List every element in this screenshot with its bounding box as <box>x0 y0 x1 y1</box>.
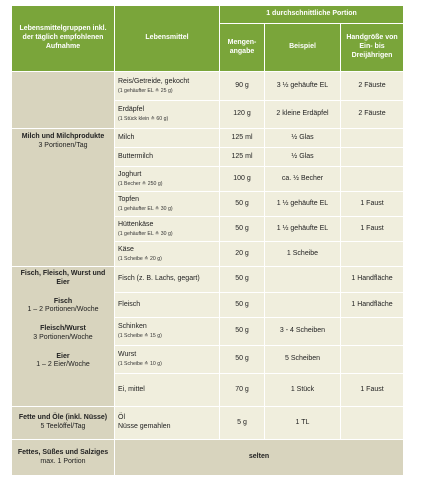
hand-cell: 1 Faust <box>341 192 404 217</box>
example-cell: 1 ½ gehäufte EL <box>265 217 341 242</box>
example-cell: 1 Scheibe <box>265 242 341 267</box>
food-cell <box>115 346 220 374</box>
header-group-col: Lebensmittelgruppen inkl. der täglich empfohlenen Aufnahme <box>12 6 115 72</box>
amount-cell: 50 g <box>220 217 265 242</box>
food-cell <box>115 167 220 192</box>
header-food-col: Lebensmittel <box>115 6 220 72</box>
table-row <box>12 267 404 293</box>
hand-cell <box>341 148 404 167</box>
example-cell: 5 Scheiben <box>265 346 341 374</box>
food-cell <box>115 407 220 440</box>
food-name: Schinken <box>118 323 147 331</box>
food-note: (1 gehäufter EL ≙ 25 g) <box>118 87 173 94</box>
food-cell: Milch <box>115 129 220 148</box>
hand-cell <box>341 129 404 148</box>
table-row <box>12 72 404 101</box>
hand-cell <box>341 167 404 192</box>
sweet-frequency: selten <box>115 440 404 476</box>
amount-cell: 5 g <box>220 407 265 440</box>
header-portion-title: 1 durchschnittliche Portion <box>220 6 404 24</box>
amount-cell: 120 g <box>220 101 265 129</box>
subgroup-egg-desc: 1 – 2 Eier/Woche <box>36 361 90 369</box>
nutrition-table-container <box>11 5 403 476</box>
table-row <box>12 440 404 476</box>
amount-cell: 50 g <box>220 267 265 293</box>
example-cell <box>265 267 341 293</box>
amount-cell: 20 g <box>220 242 265 267</box>
subgroup-fish-desc: 1 – 2 Portionen/Woche <box>27 306 99 314</box>
group-name: Fette und Öle (inkl. Nüsse) <box>18 414 108 422</box>
hand-cell: 2 Fäuste <box>341 101 404 129</box>
amount-cell: 50 g <box>220 192 265 217</box>
food-cell: Fisch (z. B. Lachs, gegart) <box>115 267 220 293</box>
food-name: Wurst <box>118 351 137 359</box>
example-cell: 3 - 4 Scheiben <box>265 318 341 346</box>
group-name: Fisch, Fleisch, Wurst und Eier <box>20 270 106 286</box>
food-name: Öl <box>118 414 125 422</box>
food-cell <box>115 318 220 346</box>
group-name: Milch und Milchprodukte <box>21 133 105 140</box>
hand-cell: 2 Fäuste <box>341 72 404 101</box>
table-row <box>12 129 404 148</box>
table-row <box>12 407 404 440</box>
group-desc: 3 Portionen/Tag <box>38 141 88 149</box>
food-note: (1 Scheibe ≙ 20 g) <box>118 255 162 262</box>
amount-cell: 125 ml <box>220 148 265 167</box>
example-cell: ½ Glas <box>265 148 341 167</box>
amount-cell: 50 g <box>220 318 265 346</box>
subgroup-meat-desc: 3 Portionen/Woche <box>33 333 93 341</box>
food-cell <box>115 242 220 267</box>
header-example-col: Beispiel <box>265 24 341 72</box>
header-hand-col: Handgröße von Ein- bis Dreijährigen <box>341 24 404 72</box>
hand-cell: 1 Handfläche <box>341 293 404 318</box>
example-cell: 1 Stück <box>265 374 341 407</box>
food-cell <box>115 101 220 129</box>
hand-cell <box>341 346 404 374</box>
hand-cell: 1 Faust <box>341 374 404 407</box>
food-cell <box>115 192 220 217</box>
group-desc: 5 Teelöffel/Tag <box>40 423 86 430</box>
amount-cell: 100 g <box>220 167 265 192</box>
example-cell: 1 TL <box>265 407 341 440</box>
portion-table <box>11 5 404 476</box>
example-cell: 2 kleine Erdäpfel <box>265 101 341 129</box>
food-name: Topfen <box>118 195 140 203</box>
subgroup-fish: Fisch <box>53 297 73 305</box>
header-amount-col: Mengen-angabe <box>220 24 265 72</box>
food-name: Reis/Getreide, gekocht <box>118 77 190 85</box>
food-cell <box>115 72 220 101</box>
group-cell-fat <box>12 407 115 440</box>
food-cell: Ei, mittel <box>115 374 220 407</box>
food-note: (1 gehäufter EL ≙ 30 g) <box>118 230 173 237</box>
subgroup-meat: Fleisch/Wurst <box>40 325 86 332</box>
hand-cell <box>341 407 404 440</box>
food-name: Hüttenkäse <box>118 220 154 228</box>
food-note: (1 Scheibe ≙ 10 g) <box>118 361 162 368</box>
amount-cell: 50 g <box>220 346 265 374</box>
example-cell: ½ Glas <box>265 129 341 148</box>
subgroup-egg: Eier <box>56 352 70 360</box>
food-cell: Buttermilch <box>115 148 220 167</box>
example-cell: ca. ½ Becher <box>265 167 341 192</box>
food-cell <box>115 217 220 242</box>
food-name-2: Nüsse gemahlen <box>118 423 171 430</box>
food-note: (1 gehäufter EL ≙ 30 g) <box>118 205 173 212</box>
group-desc: max. 1 Portion <box>40 457 86 465</box>
amount-cell: 90 g <box>220 72 265 101</box>
food-note: (1 Stück klein ≙ 60 g) <box>118 116 169 123</box>
food-name: Erdäpfel <box>118 106 145 114</box>
amount-cell: 125 ml <box>220 129 265 148</box>
group-cell-grain <box>12 72 115 129</box>
food-name: Käse <box>118 245 134 253</box>
hand-cell <box>341 242 404 267</box>
group-cell-milk <box>12 129 115 267</box>
hand-cell <box>341 318 404 346</box>
food-note: (1 Scheibe ≙ 15 g) <box>118 333 162 340</box>
group-cell-sweet <box>12 440 115 476</box>
food-name: Joghurt <box>118 170 142 178</box>
hand-cell: 1 Faust <box>341 217 404 242</box>
amount-cell: 70 g <box>220 374 265 407</box>
example-cell: 1 ½ gehäufte EL <box>265 192 341 217</box>
example-cell: 3 ½ gehäufte EL <box>265 72 341 101</box>
food-note: (1 Becher ≙ 250 g) <box>118 180 163 187</box>
example-cell <box>265 293 341 318</box>
amount-cell: 50 g <box>220 293 265 318</box>
hand-cell: 1 Handfläche <box>341 267 404 293</box>
food-cell: Fleisch <box>115 293 220 318</box>
group-name: Fettes, Süßes und Salziges <box>17 448 109 456</box>
group-cell-fish <box>12 267 115 407</box>
